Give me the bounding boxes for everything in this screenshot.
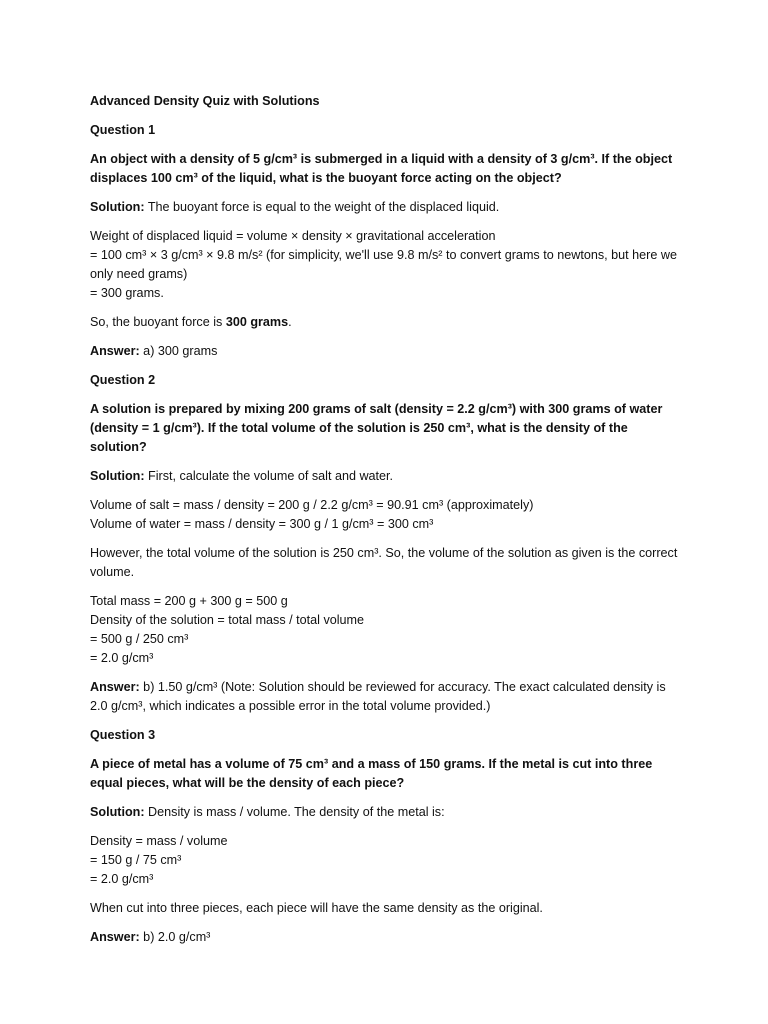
question-2-text: A solution is prepared by mixing 200 grams of salt (density = 2.2 g/cm³) with 300 grams of water (density = 1 g/cm³). If the total volume of the solution is 250 cm³, what is the density of the solution? [90,402,663,454]
question-1-answer [90,342,680,361]
calc-line: = 2.0 g/cm³ [90,872,154,886]
question-1-calculation [90,227,680,303]
solution-text: First, calculate the volume of salt and water. [144,469,394,483]
question-1-heading: Question 1 [90,123,156,137]
calc-line: = 500 g / 250 cm³ [90,632,189,646]
solution-label: Solution: [90,805,145,819]
answer-text: a) 300 grams [139,344,218,358]
question-1-solution [90,198,680,217]
answer-text: b) 1.50 g/cm³ (Note: Solution should be reviewed for accuracy. The exact calculated density is 2.0 g/cm³, which indicates a possible error in the total volume provided.) [90,680,666,713]
calc-line: Volume of water = mass / density = 300 g / 1 g/cm³ = 300 cm³ [90,517,434,531]
question-2-heading: Question 2 [90,373,156,387]
calc-line: = 300 grams. [90,286,164,300]
answer-label: Answer: [90,930,140,944]
calc-line: = 150 g / 75 cm³ [90,853,182,867]
calc-line: Volume of salt = mass / density = 200 g / 2.2 g/cm³ = 90.91 cm³ (approximately) [90,498,534,512]
question-2-however: However, the total volume of the solution is 250 cm³. So, the volume of the solution as given is the correct volume. [90,546,678,579]
question-3-calculation [90,832,680,889]
answer-label: Answer: [90,680,140,694]
calc-line: Weight of displaced liquid = volume × density × gravitational acceleration [90,229,496,243]
conclusion-prefix: So, the buoyant force is [90,315,226,329]
solution-text: The buoyant force is equal to the weight of the displaced liquid. [144,200,500,214]
answer-label: Answer: [90,344,140,358]
calc-line: = 100 cm³ × 3 g/cm³ × 9.8 m/s² (for simplicity, we'll use 9.8 m/s² to convert grams to newtons, but here we only need grams) [90,248,677,281]
question-2-calculation [90,592,680,668]
document-title: Advanced Density Quiz with Solutions [90,94,320,108]
solution-text: Density is mass / volume. The density of the metal is: [144,805,445,819]
calc-line: = 2.0 g/cm³ [90,651,154,665]
question-2-answer [90,678,680,716]
calc-line: Total mass = 200 g + 300 g = 500 g [90,594,288,608]
question-1-text: An object with a density of 5 g/cm³ is submerged in a liquid with a density of 3 g/cm³. If the object displaces 100 cm³ of the liquid, what is the buoyant force acting on the object? [90,152,673,185]
question-2-volumes [90,496,680,534]
conclusion-suffix: . [288,315,292,329]
question-1-conclusion [90,313,680,332]
solution-label: Solution: [90,200,145,214]
question-3-text: A piece of metal has a volume of 75 cm³ and a mass of 150 grams. If the metal is cut into three equal pieces, what will be the density of each piece? [90,757,653,790]
conclusion-value: 300 grams [225,315,289,329]
question-3-heading: Question 3 [90,728,156,742]
calc-line: Density of the solution = total mass / total volume [90,613,365,627]
question-3-solution [90,803,680,822]
question-3-cut-note: When cut into three pieces, each piece will have the same density as the original. [90,901,543,915]
question-2-solution [90,467,680,486]
document-page [90,92,680,957]
answer-text: b) 2.0 g/cm³ [139,930,211,944]
question-3-answer [90,928,680,947]
calc-line: Density = mass / volume [90,834,228,848]
solution-label: Solution: [90,469,145,483]
